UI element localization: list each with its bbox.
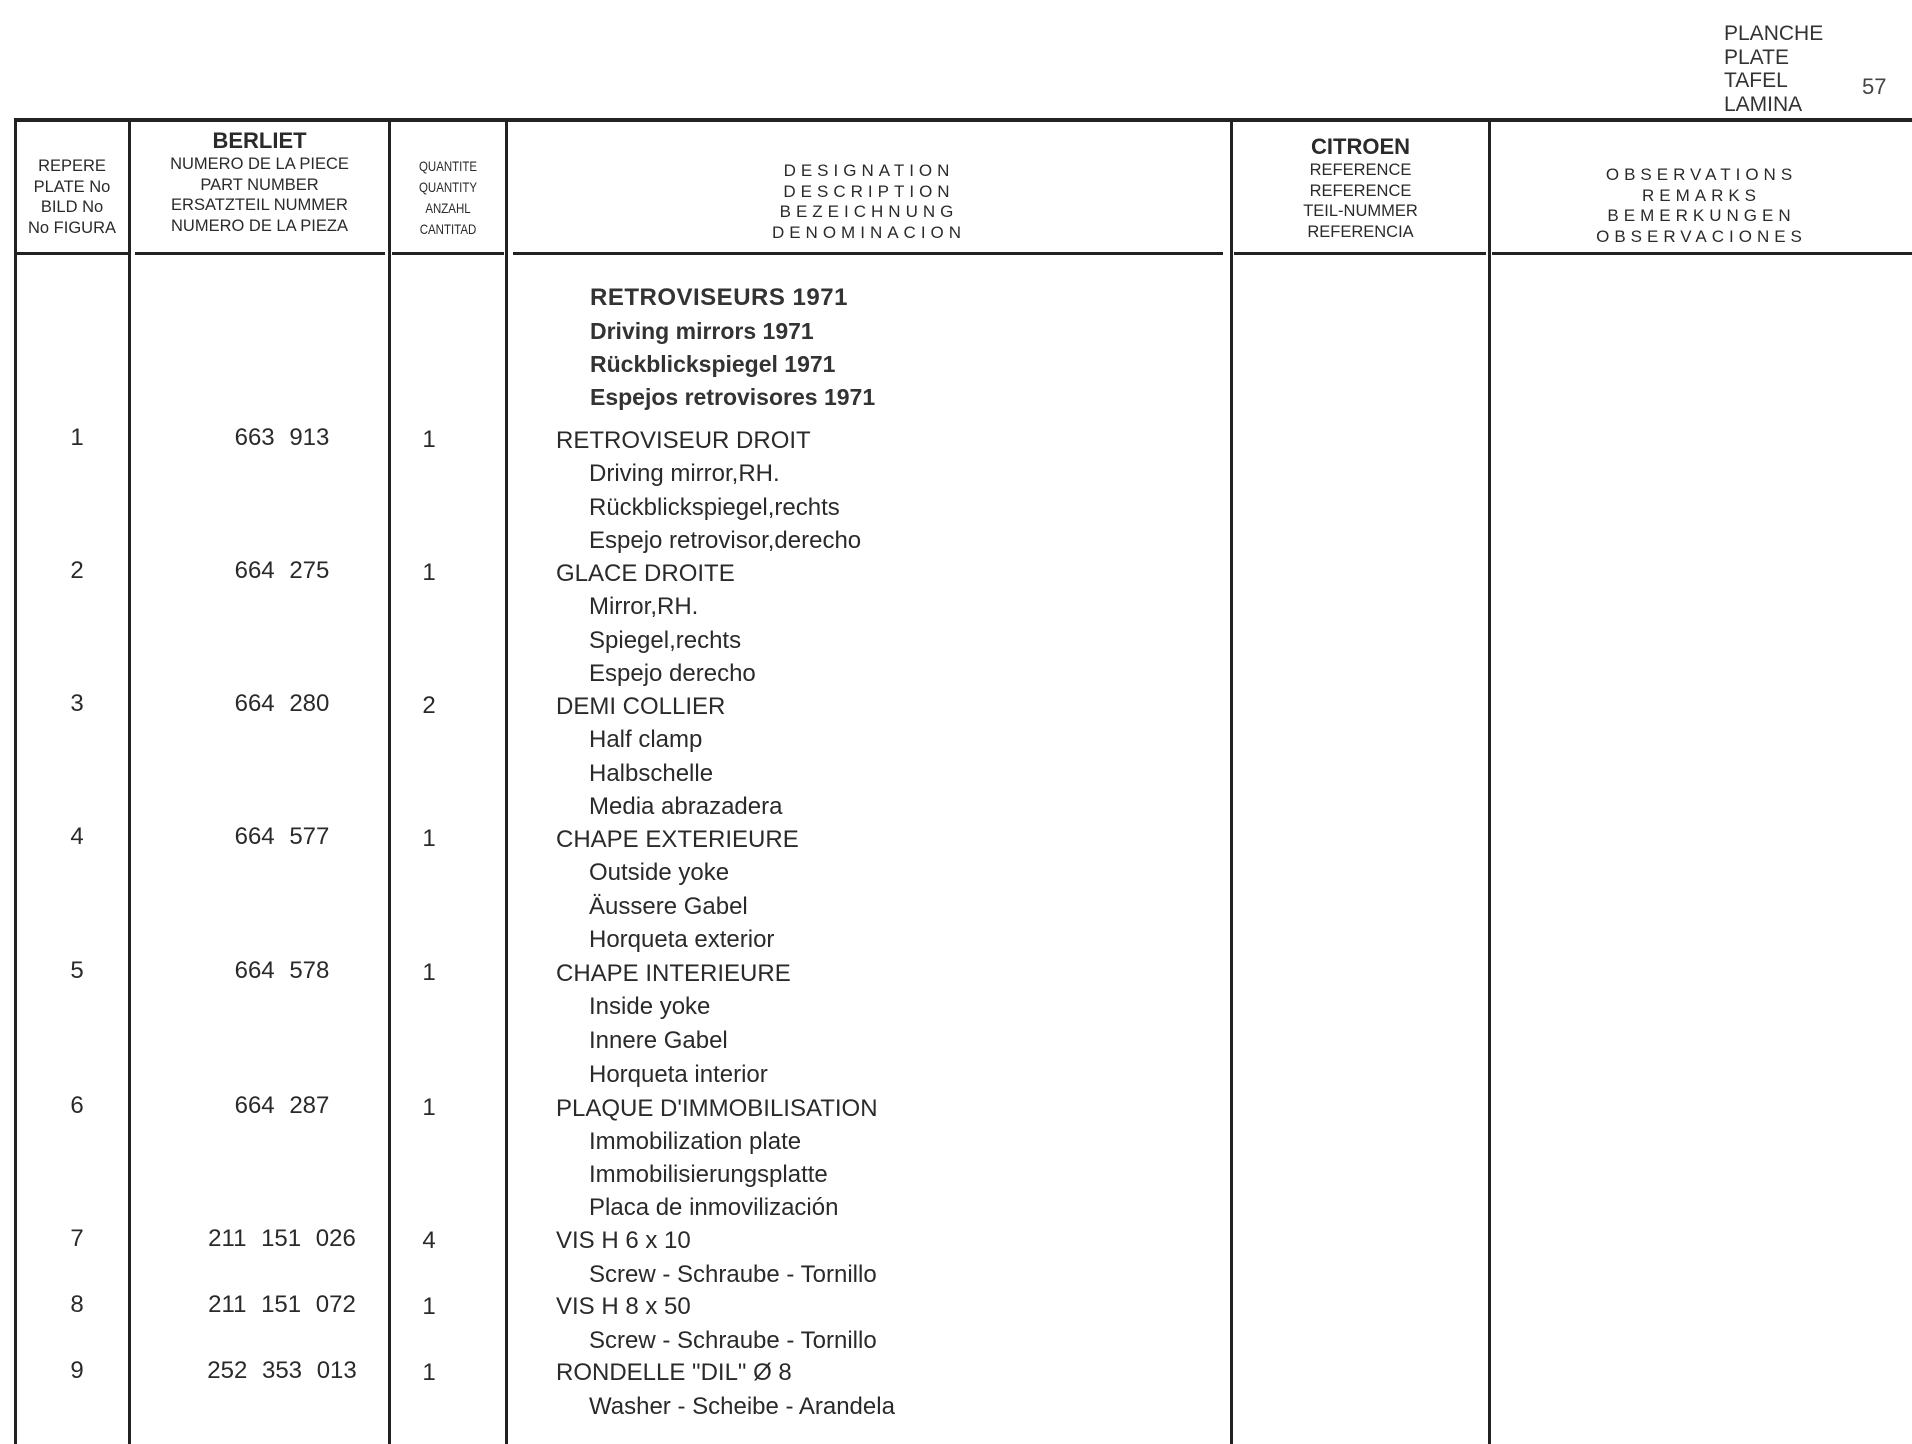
item-translation: Screw - Schraube - Tornillo [589,1261,877,1288]
plate-label-fr: PLANCHE [1724,22,1824,45]
item-repere: 7 [70,1225,84,1252]
header-quantite [391,156,505,240]
header-citroen-line: REFERENCIA [1307,222,1414,241]
column-divider [505,120,508,1444]
item-name: GLACE DROITE [556,560,735,587]
header-berliet-brand: BERLIET [212,128,307,153]
item-quantity: 2 [422,692,436,719]
table-top-rule [14,118,1912,122]
header-rule-quantite [392,252,504,255]
header-quantite-line: QUANTITY [418,179,478,195]
plate-label-de: TAFEL [1724,69,1788,92]
item-name: CHAPE EXTERIEURE [556,826,799,853]
header-repere-line: No FIGURA [27,218,116,237]
item-translation: Rückblickspiegel,rechts [589,494,840,521]
section-title-en: Driving mirrors 1971 [590,318,814,344]
item-repere: 3 [70,690,84,717]
header-rule-berliet [135,252,385,255]
header-citroen-line: TEIL-NUMMER [1303,202,1418,220]
item-quantity: 1 [422,825,436,852]
header-citroen-line: REFERENCE [1309,181,1412,200]
item-name: RONDELLE "DIL" Ø 8 [556,1359,792,1386]
item-translation: Innere Gabel [589,1027,728,1054]
item-part-number: 211 151 026 [208,1225,356,1252]
item-name: RETROVISEUR DROIT [556,427,811,454]
plate-label-es: LAMINA [1724,92,1803,116]
item-part-number: 664 287 [234,1092,330,1119]
item-translation: Washer - Scheibe - Arandela [589,1393,895,1420]
header-repere-line: BILD No [40,198,104,216]
item-translation: Horqueta exterior [589,926,775,953]
header-quantite-line: QUANTITE [418,158,478,174]
item-translation: Inside yoke [589,993,711,1020]
header-repere [16,156,128,238]
header-repere-line: REPERE [38,157,106,175]
item-translation: Screw - Schraube - Tornillo [589,1327,877,1354]
item-name: PLAQUE D'IMMOBILISATION [556,1095,878,1122]
item-name: VIS H 8 x 50 [556,1293,691,1320]
item-part-number: 664 275 [234,557,330,584]
item-repere: 1 [70,424,84,451]
header-quantite-line: ANZAHL [425,200,471,216]
header-designation [508,161,1230,243]
header-designation-line: DESIGNATION [783,161,955,180]
item-quantity: 4 [422,1227,436,1254]
header-observations [1491,165,1912,247]
header-rule-observations [1492,252,1912,255]
section-title-fr: RETROVISEURS 1971 [590,284,848,311]
item-quantity: 1 [422,1359,436,1386]
item-repere: 4 [70,823,84,850]
header-citroen-brand: CITROEN [1311,134,1410,159]
item-translation: Immobilisierungsplatte [589,1161,828,1188]
item-translation: Mirror,RH. [589,593,699,620]
item-part-number: 252 353 013 [207,1357,357,1384]
header-quantite-line: CANTITAD [419,221,477,237]
item-part-number: 211 151 072 [208,1291,356,1318]
header-berliet-line: ERSATZTEIL NUMMER [171,196,348,214]
item-quantity: 1 [422,559,436,586]
header-rule-designation [513,252,1223,255]
item-quantity: 1 [422,959,436,986]
item-part-number: 664 577 [234,823,330,850]
header-citroen [1233,134,1488,242]
header-rule-citroen [1234,252,1486,255]
header-designation-line: BEZEICHNUNG [779,202,959,221]
item-part-number: 664 280 [234,690,330,717]
item-translation: Horqueta interior [589,1061,768,1088]
item-translation: Media abrazadera [589,793,783,820]
header-observations-line: OBSERVATIONS [1605,165,1798,184]
header-observations-line: REMARKS [1641,185,1762,205]
item-translation: Outside yoke [589,859,730,886]
item-translation: Espejo derecho [589,660,756,687]
item-translation: Placa de inmovilización [589,1194,839,1221]
item-translation: Halbschelle [589,760,714,787]
item-quantity: 1 [422,426,436,453]
header-berliet-line: PART NUMBER [200,175,319,194]
header-repere-line: PLATE No [33,177,111,196]
header-berliet-line: NUMERO DE LA PIEZA [171,216,348,235]
item-repere: 5 [70,957,84,984]
plate-label [1724,22,1823,116]
item-translation: Immobilization plate [589,1128,802,1155]
header-observations-line: OBSERVACIONES [1596,226,1807,246]
plate-number: 57 [1862,74,1887,99]
item-quantity: 1 [422,1293,436,1320]
header-rule-repere [14,252,128,255]
item-quantity: 1 [422,1094,436,1121]
header-citroen-line: REFERENCE [1309,161,1412,179]
section-title-es: Espejos retrovisores 1971 [590,384,876,410]
header-observations-line: BEMERKUNGEN [1607,206,1796,225]
column-divider [1488,120,1491,1444]
header-berliet-line: NUMERO DE LA PIECE [170,155,349,173]
item-part-number: 664 578 [234,957,330,984]
item-repere: 2 [70,557,84,584]
item-translation: Spiegel,rechts [589,627,742,654]
item-name: VIS H 6 x 10 [556,1227,691,1254]
header-designation-line: DESCRIPTION [783,181,955,201]
section-title-de: Rückblickspiegel 1971 [590,351,836,377]
item-translation: Espejo retrovisor,derecho [589,527,862,554]
column-divider [14,120,17,1444]
item-repere: 8 [70,1291,84,1318]
item-name: DEMI COLLIER [556,693,726,720]
item-repere: 9 [70,1357,84,1384]
item-translation: Driving mirror,RH. [589,460,780,487]
column-divider [1230,120,1233,1444]
item-translation: Äussere Gabel [589,893,748,920]
item-repere: 6 [70,1092,84,1119]
item-translation: Half clamp [589,726,703,753]
column-divider [128,120,131,1444]
header-berliet [131,128,388,236]
item-name: CHAPE INTERIEURE [556,960,791,987]
header-designation-line: DENOMINACION [771,222,967,242]
item-part-number: 663 913 [234,424,330,451]
plate-label-en: PLATE [1724,45,1789,69]
